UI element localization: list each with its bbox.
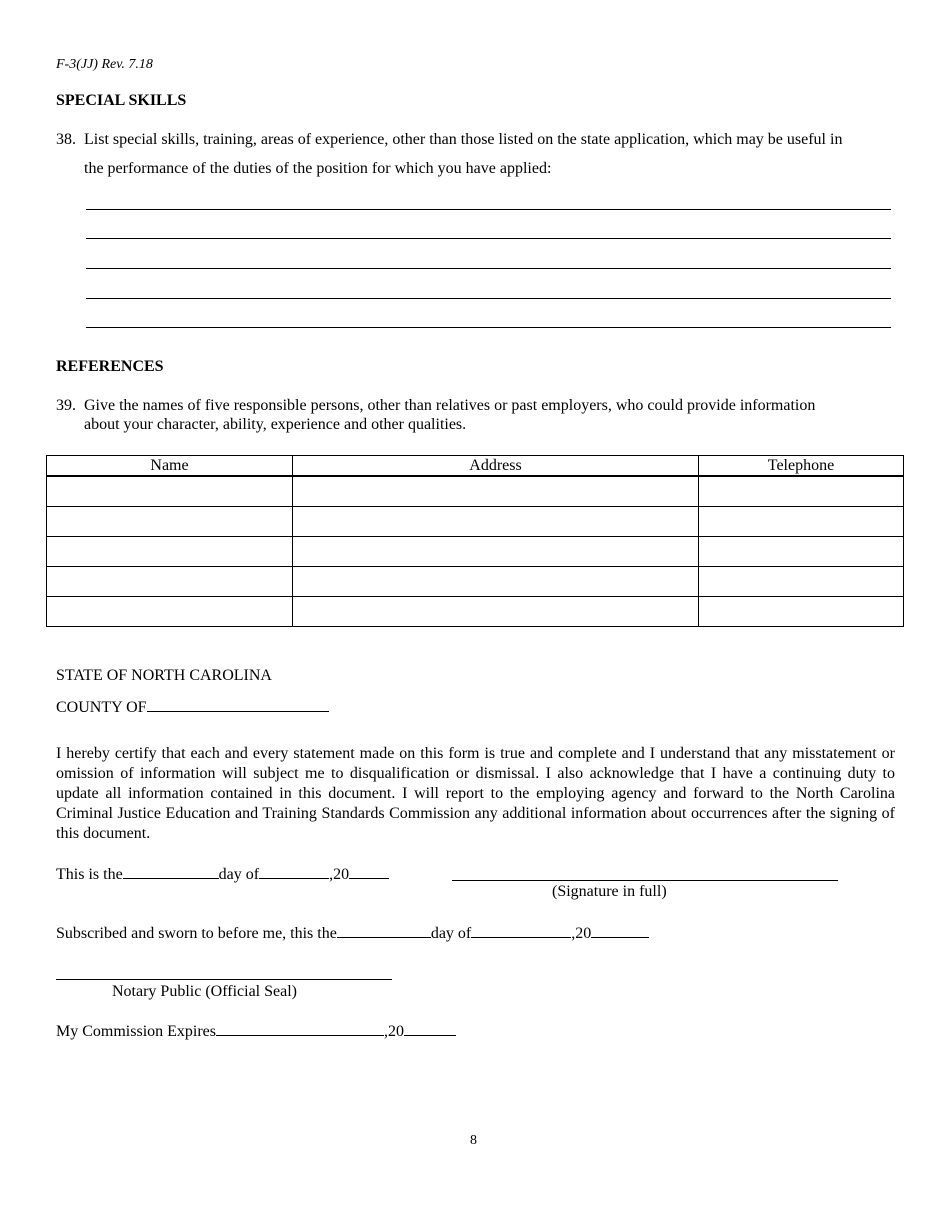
signature-line[interactable] [452, 880, 838, 881]
column-header-name: Name [47, 456, 293, 477]
answer-line-2[interactable] [86, 238, 891, 239]
date-row [56, 864, 389, 884]
day-field[interactable] [123, 864, 219, 879]
question-38-number: 38. [56, 131, 76, 148]
answer-line-1[interactable] [86, 209, 891, 210]
commission-date-field[interactable] [216, 1021, 384, 1036]
reference-telephone-cell[interactable] [699, 476, 904, 507]
state-label: STATE OF NORTH CAROLINA [56, 667, 272, 684]
page-number: 8 [470, 1133, 477, 1148]
county-field[interactable] [147, 697, 329, 712]
subscribed-label: Subscribed and sworn to before me, this the [56, 925, 337, 942]
question-39-number: 39. [56, 397, 76, 414]
reference-name-cell[interactable] [47, 597, 293, 627]
reference-address-cell[interactable] [293, 597, 699, 627]
column-header-address: Address [293, 456, 699, 477]
question-39-line1: Give the names of five responsible persons, other than relatives or past employers, who could provide information [84, 397, 816, 414]
reference-address-cell[interactable] [293, 507, 699, 537]
form-id: F-3(JJ) Rev. 7.18 [56, 57, 153, 72]
sworn-day-field[interactable] [337, 923, 431, 938]
answer-line-3[interactable] [86, 268, 891, 269]
table-row [47, 537, 904, 567]
sworn-row [56, 923, 649, 943]
commission-expires-label: My Commission Expires [56, 1023, 217, 1040]
table-row [47, 507, 904, 537]
reference-address-cell[interactable] [293, 567, 699, 597]
county-row [56, 697, 329, 717]
reference-telephone-cell[interactable] [699, 507, 904, 537]
commission-year-field[interactable] [404, 1021, 456, 1036]
day-of-label: day of [218, 866, 260, 883]
question-38-line2: the performance of the duties of the position for which you have applied: [84, 160, 552, 177]
question-39-line2: about your character, ability, experience and other qualities. [84, 416, 467, 433]
references-table [46, 455, 904, 627]
reference-name-cell[interactable] [47, 507, 293, 537]
table-row [47, 476, 904, 507]
reference-name-cell[interactable] [47, 537, 293, 567]
reference-name-cell[interactable] [47, 567, 293, 597]
answer-line-4[interactable] [86, 298, 891, 299]
year-prefix: ,20 [329, 866, 350, 883]
certification-paragraph: I hereby certify that each and every statement made on this form is true and complete and I understand that any misstatement or omission of information will subject me to disqualification or dismissal. I also acknowledge that I have a continuing duty to update all information contained in this document. I will report to the employing agency and forward to the North Carolina Criminal Justice Education and Training Standards Commission any additional information about occurrences after the signing of this document. [56, 745, 895, 842]
sworn-month-field[interactable] [471, 923, 571, 938]
reference-address-cell[interactable] [293, 476, 699, 507]
sworn-day-of-label: day of [430, 925, 472, 942]
answer-line-5[interactable] [86, 327, 891, 328]
notary-signature-line[interactable] [56, 979, 392, 980]
notary-caption: Notary Public (Official Seal) [112, 983, 297, 1000]
year-field[interactable] [349, 864, 389, 879]
question-38-line1: List special skills, training, areas of experience, other than those listed on the state application, which may be useful in [84, 131, 843, 148]
references-header-row [47, 456, 904, 477]
this-is-the-label: This is the [56, 866, 123, 883]
table-row [47, 597, 904, 627]
county-label: COUNTY OF [56, 699, 147, 716]
special-skills-heading: SPECIAL SKILLS [56, 92, 187, 109]
month-field[interactable] [259, 864, 329, 879]
reference-address-cell[interactable] [293, 537, 699, 567]
reference-telephone-cell[interactable] [699, 567, 904, 597]
reference-telephone-cell[interactable] [699, 597, 904, 627]
reference-telephone-cell[interactable] [699, 537, 904, 567]
sworn-year-field[interactable] [591, 923, 649, 938]
commission-year-prefix: ,20 [384, 1023, 405, 1040]
commission-row [56, 1021, 456, 1041]
references-heading: REFERENCES [56, 358, 164, 375]
reference-name-cell[interactable] [47, 476, 293, 507]
sworn-year-prefix: ,20 [571, 925, 592, 942]
signature-caption: (Signature in full) [552, 883, 667, 900]
column-header-telephone: Telephone [699, 456, 904, 477]
table-row [47, 567, 904, 597]
